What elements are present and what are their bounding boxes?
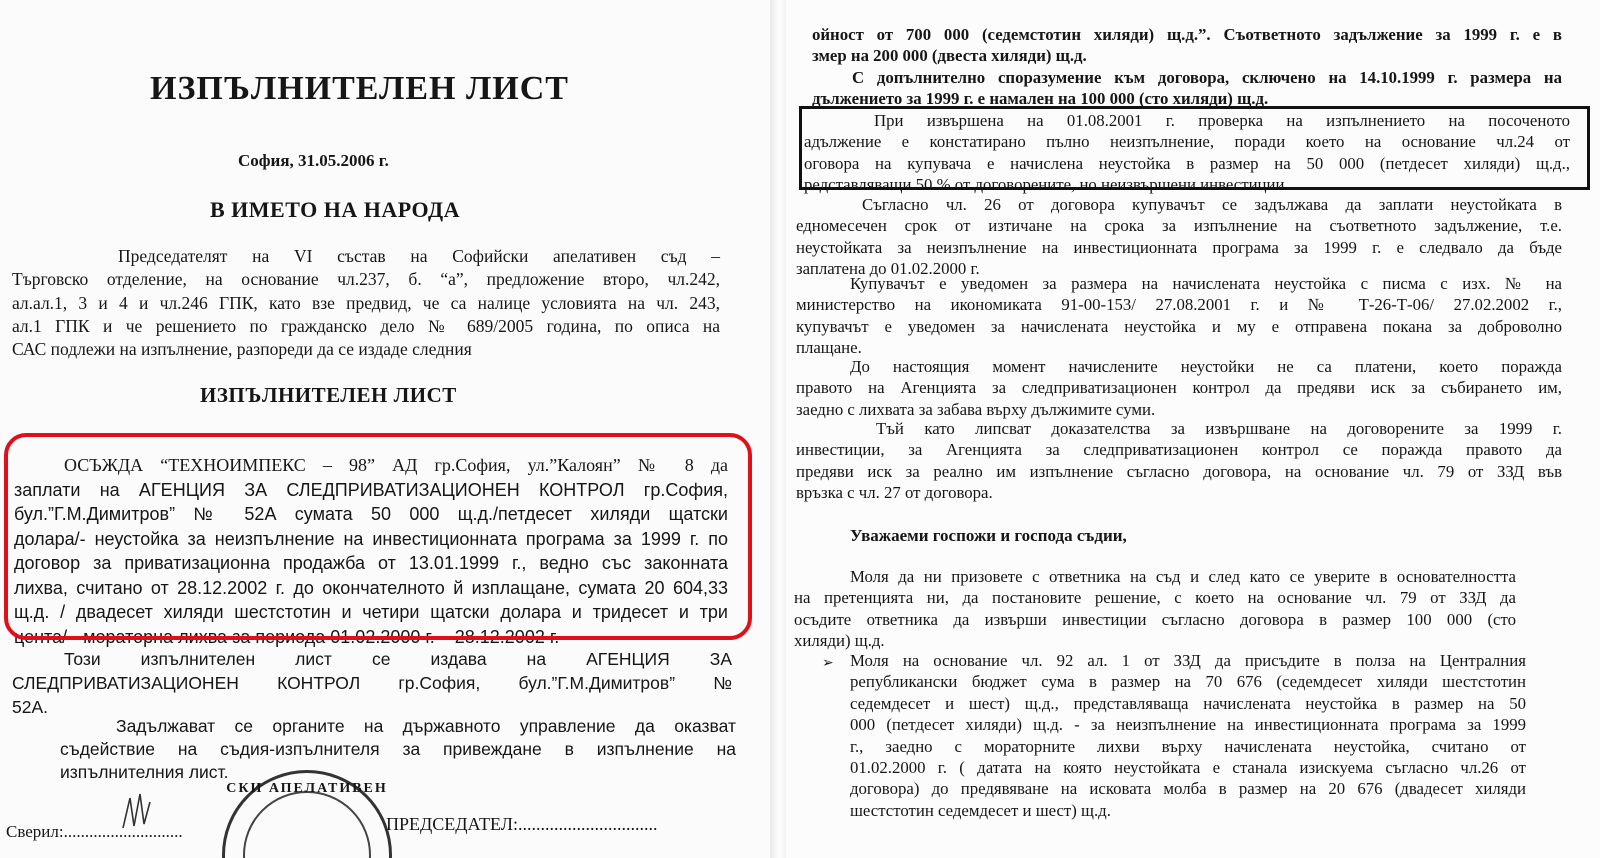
bullet-arrow-icon: ➢ — [822, 656, 834, 671]
intro-line: ал.1 ГПК и че решението по гражданско дело № 689/2005 година, по описа на — [12, 315, 720, 336]
agreement-line: С допълнително споразумение към договора, сключено на 14.10.1999 г. размера на — [852, 68, 1562, 87]
no-evidence-line: инвестиции, за Агенцията за следприватизационен контрол се поражда правото да — [796, 440, 1562, 460]
boxed-line: адължение е констатирано пълно неизпълнение, поради което на основание чл.24 от — [804, 132, 1570, 152]
bullet-line: 000 (петдесет хиляди) щ.д. - за неизпълнение на инвестиционната програма за 1999 — [850, 715, 1526, 735]
court-seal — [222, 770, 392, 858]
book-gutter — [770, 0, 786, 858]
art26-paragraph — [796, 194, 1562, 280]
verdict-line: щ.д. / двадесет хиляди шестстотин и четири щатски долара и тридесет и три — [14, 602, 728, 622]
intro-paragraph — [12, 245, 720, 361]
top-line: ойност от 700 000 (седемстотин хиляди) щ.д.”. Съответното задължение за 1999 г. е в — [812, 25, 1562, 44]
no-evidence-line: предяви иск за реално им изпълнение съгласно договора, на основание чл. 79 от ЗЗД във — [796, 461, 1562, 481]
issued-paragraph — [12, 647, 732, 719]
obligation-line: съдействие на съдия-изпълнителя за привеждане в изпълнение на — [60, 739, 736, 759]
request-line: осъдите ответника да извърши инвестиции съгласно договора в размер 100 000 (сто — [794, 609, 1516, 629]
notified-line: купувачът е уведомен за начислената неустойка и му е отправена покана за доброволно — [796, 316, 1562, 336]
left-page — [0, 0, 770, 858]
issued-line: СЛЕДПРИВАТИЗАЦИОНЕН КОНТРОЛ гр.София, бул.”Г.М.Димитров” № — [12, 673, 732, 693]
bullet-line: седемдесет и шест) щ.д., представляваща начислената неустойка в размер на 50 — [850, 693, 1526, 713]
bullet-line: шестстотин седемдесет и шест) щ.д. — [850, 800, 1111, 820]
verdict-line: лихва, считано от 28.12.2002 г. до окончателното й изплащане, сумата 20 604,33 — [14, 577, 728, 598]
boxed-line: При извършена на 01.08.2001 г. проверка на изпълнението на посоченото — [874, 111, 1570, 130]
notified-paragraph — [796, 273, 1562, 359]
no-evidence-paragraph — [796, 418, 1562, 504]
verdict-line: заплати на АГЕНЦИЯ ЗА СЛЕДПРИВАТИЗАЦИОНЕН КОНТРОЛ гр.София, — [14, 479, 728, 500]
place-date: София, 31.05.2006 г. — [238, 151, 389, 170]
document-title: ИЗПЪЛНИТЕЛЕН ЛИСТ — [150, 70, 569, 107]
notified-line: плащане. — [796, 338, 862, 358]
salutation: Уважаеми госпожи и господа съдии, — [850, 526, 1127, 545]
request-line: Моля да ни призовете с ответника на съд и след като се уверите в основателността — [850, 567, 1516, 586]
top-paragraph — [812, 24, 1562, 67]
unpaid-line: До настоящия момент начислените неустойки не са платени, което поражда — [850, 357, 1562, 376]
agreement-paragraph — [812, 67, 1562, 110]
request-line: хиляди) щ.д. — [794, 631, 885, 651]
boxed-line: редставляващи 50 % от договорените, но неизвършени инвестиции. — [804, 175, 1289, 195]
verdict-line: ОСЪЖДА “ТЕХНОИМПЕКС – 98” АД гр.София, ул.”Калоян” № 8 да — [64, 455, 728, 475]
seal-text: СКИ АПЕЛАТИВЕН — [226, 781, 388, 796]
highlight-black-box — [799, 106, 1590, 190]
verdict-line: долара/- неустойка за неизпълнение на инвестиционната програма за 1999 г. по — [14, 528, 728, 549]
art26-line: заплатена до 01.02.2000 г. — [796, 259, 980, 279]
verdict-line: договор за приватизационна продажба от 13.01.1999 г., ведно със законната — [14, 553, 728, 573]
verdict-line: цента/ - мораторна лихва за периода 01.02.2000 г. – 28.12.2002 г. — [14, 626, 560, 647]
boxed-line: оговора на купувача е начислена неустойка в размер на 50 000 (петдесет хиляди) щ.д., — [804, 153, 1570, 173]
art26-line: Съгласно чл. 26 от договора купувачът се задължава да заплати неустойката в — [862, 195, 1562, 214]
intro-line: Търговско отделение, на основание чл.237, б. “а”, предложение второ, чл.242, — [12, 269, 720, 290]
unpaid-line: правото на Агенцията за следприватизационен контрол да предяви иск за събирането им, — [796, 378, 1562, 398]
unpaid-line: заедно с лихвата за забава върху дължимите суми. — [796, 399, 1156, 419]
art26-line: едномесечен срок от изтичане на срока за изпълнение на съответното задължение, т.е. — [796, 216, 1562, 236]
verdict-line: бул.”Г.М.Димитров” № 52А сумата 50 000 щ.д./петдесет хиляди щатски — [14, 504, 728, 524]
sub-title: ИЗПЪЛНИТЕЛЕН ЛИСТ — [200, 383, 457, 407]
request-paragraph — [794, 566, 1516, 652]
intro-line: ал.ал.1, 3 и 4 и чл.246 ГПК, като взе предвид, че са налице условията на чл. 243, — [12, 292, 720, 313]
bullet-paragraph — [850, 650, 1526, 821]
obligation-line: Задължават се органите на държавното управление да оказват — [116, 716, 736, 736]
checked-by-label: Сверил:............................ — [6, 822, 183, 841]
bullet-line: г., заедно с мораторните лихви върху начислената неустойка, считано от — [850, 736, 1526, 756]
no-evidence-line: връзка с чл. 27 от договора. — [796, 483, 993, 503]
intro-line: Председателят на VI състав на Софийски апелативен съд – — [118, 246, 720, 266]
bullet-line: 01.02.2000 г. ( датата на която неустойката е станала изискуема съгласно чл.26 от — [850, 758, 1526, 778]
bullet-line: републикански бюджет сума в размер на 70 676 (седемдесет хиляди шестстотин — [850, 672, 1526, 692]
unpaid-paragraph — [796, 356, 1562, 420]
top-line: змер на 200 000 (двеста хиляди) щ.д. — [812, 46, 1087, 66]
chairman-label: ПРЕДСЕДАТЕЛ:............................... — [386, 814, 658, 834]
issued-line: 52А. — [12, 697, 48, 717]
in-the-name-heading: В ИМЕТО НА НАРОДА — [210, 197, 461, 222]
art26-line: неустойката за неизпълнение на инвестиционната програма за 1999 г. е следвало да бъде — [796, 237, 1562, 257]
notified-line: Купувачът е уведомен за размера на начислената неустойка с писма с изх. № на — [850, 274, 1562, 293]
obligation-line: изпълнителния лист. — [60, 762, 229, 782]
issued-line: Този изпълнителен лист се издава на АГЕНЦИЯ ЗА — [64, 649, 732, 669]
obligation-paragraph — [60, 715, 736, 784]
highlight-red-box — [4, 433, 752, 640]
notified-line: министерство на икономиката 91-00-153/ 27.08.2001 г. и № Т-26-Т-06/ 27.02.2002 г., — [796, 295, 1562, 315]
agreement-line: дължението за 1999 г. е намален на 100 000 (сто хиляди) щ.д. — [812, 89, 1269, 109]
request-line: на претенцията ни, да постановите решение, с което на основание чл. 79 от ЗЗД да — [794, 588, 1516, 608]
intro-line: САС подлежи на изпълнение, разпореди да се издаде следния — [12, 339, 472, 360]
no-evidence-line: Тъй като липсват доказателства за извършване на договорените за 1999 г. — [876, 419, 1562, 438]
bullet-line: Моля на основание чл. 92 ал. 1 от ЗЗД да присъдите в полза на Централния — [850, 651, 1526, 670]
bullet-line: договора) до предявяване на исковата молба в размер на 20 676 (двадесет хиляди — [850, 779, 1526, 799]
